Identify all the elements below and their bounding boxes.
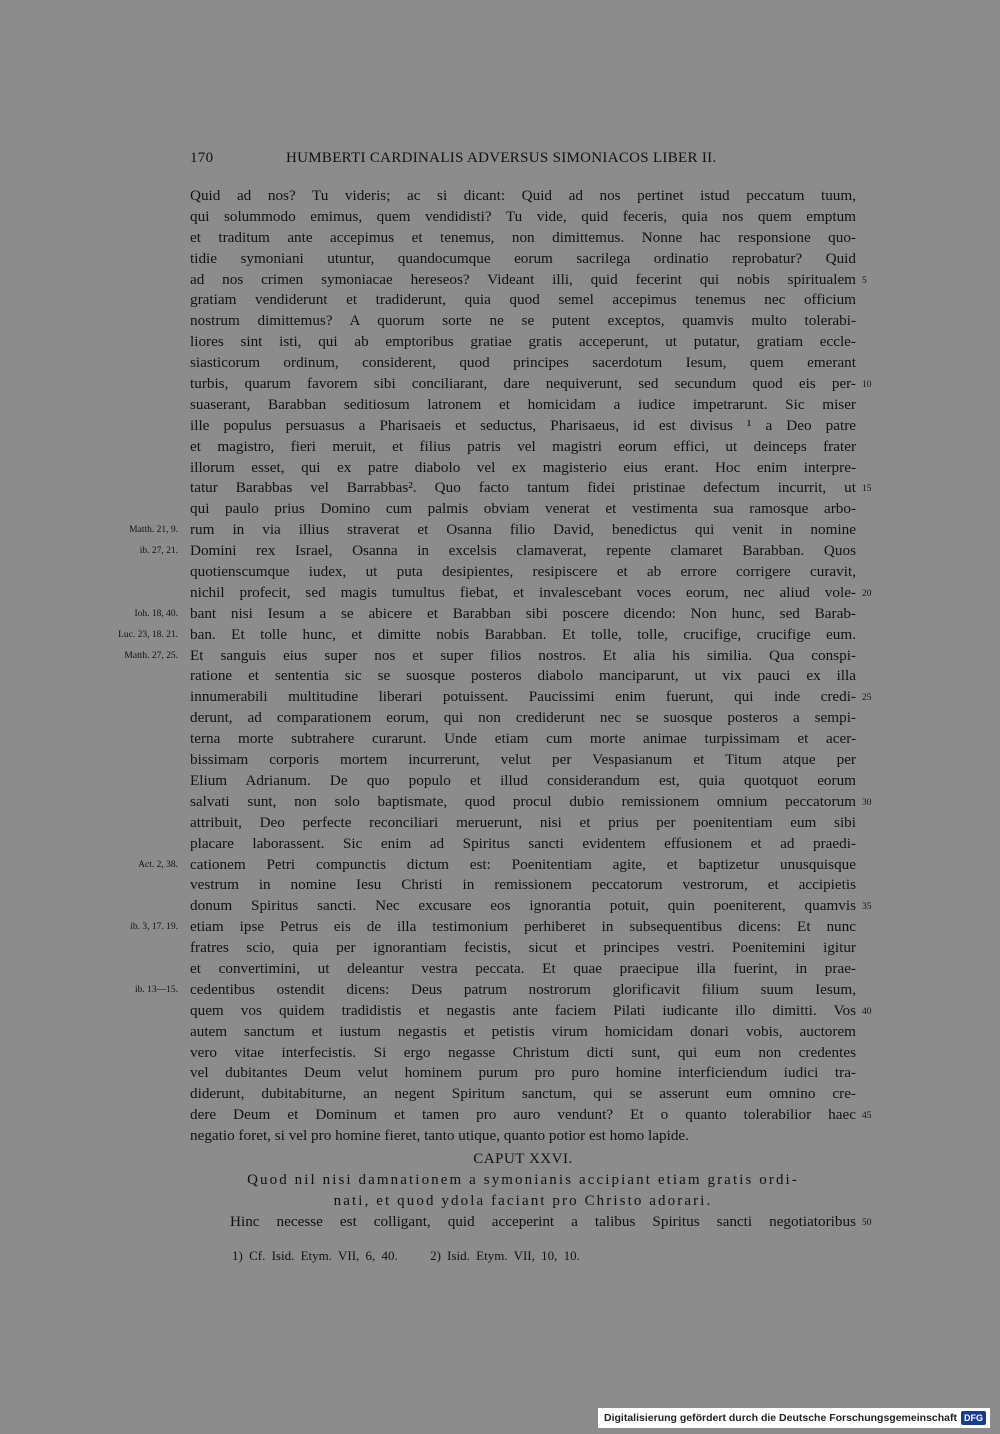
line-text: fratres scio, quia per ignorantiam fecistis, sicut et principes vestri. Poenitemini igitur	[190, 939, 856, 957]
line-text: etiam ipse Petrus eis de illa testimonium perhiberet in subsequentibus dicens: Et nunc	[190, 918, 856, 936]
line-text: Quid ad nos? Tu videris; ac si dicant: Quid ad nos pertinet istud peccatum tuum,	[190, 187, 856, 204]
line-text: placare laborassent. Sic enim ad Spiritus sancti evidentem effusionem et ad praedi-	[190, 834, 856, 852]
text-line	[190, 249, 856, 270]
text-line	[190, 1212, 872, 1233]
line-text: bant nisi Iesum a se abicere et Barabban sibi poscere dicendo: Non hunc, sed Barab-	[190, 604, 856, 622]
line-text: Hinc necesse est colligant, quid acceperint a talibus Spiritus sancti negotiatoribus	[230, 1212, 856, 1230]
text-line	[190, 708, 856, 729]
text-line	[190, 311, 856, 332]
line-text: Elium Adrianum. De quo populo et illud considerandum est, quia quotquot eorum	[190, 771, 856, 789]
line-text: tatur Barabbas vel Barrabbas². Quo facto tantum fidei pristinae defectum incurrit, ut	[190, 479, 856, 497]
line-text: ille populus persuasus a Pharisaeis et seductus, Pharisaeus, id est divisus ¹ a Deo patre	[190, 416, 856, 434]
text-line	[190, 875, 856, 896]
line-text: attribuit, Deo perfecte reconciliari meruerunt, nisi et prius per poenitentiam eum sibi	[190, 813, 856, 831]
footnote-1: 1) Cf. Isid. Etym. VII, 6, 40.	[232, 1248, 398, 1263]
text-line	[118, 625, 856, 646]
line-text: vel dubitantes Deum velut hominem purum pro puro homine interficiendum iudici tra-	[190, 1064, 856, 1082]
line-text: turbis, quarum favorem sibi conciliarant, dare nequiverunt, sed secundum quod eis per-	[190, 375, 856, 393]
marginal-reference: ib. 13—15.	[134, 984, 178, 995]
line-number: 30	[862, 797, 872, 808]
text-line	[129, 520, 856, 541]
line-text: liores sint isti, qui ab emptoribus gratiae gratis acceperunt, ut putatur, gratiam eccle-	[190, 333, 856, 351]
text-line	[138, 855, 856, 876]
text-line	[190, 1105, 872, 1126]
text-line	[190, 813, 856, 834]
line-text: autem sanctum et iustum negastis et petistis virum homicidam donari vobis, auctorem	[190, 1022, 856, 1040]
line-text: qui solummodo emimus, quem vendidisti? Tu vide, quid feceris, quia nos quem emptum	[190, 207, 856, 225]
line-number: 45	[862, 1111, 872, 1122]
footnotes	[232, 1248, 606, 1264]
text-line	[190, 1001, 872, 1022]
line-text: vero vitae interfecistis. Si ergo negasse Christum dicti sunt, qui eum non credentes	[190, 1043, 856, 1061]
text-line	[190, 1022, 856, 1043]
line-text: bissimam corporis mortem incurrerunt, velut per Vespasianum et Titum atque per	[190, 751, 856, 769]
text-line	[134, 980, 856, 1001]
credit-text: Digitalisierung gefördert durch die Deutsche Forschungsgemeinschaft	[604, 1412, 957, 1424]
line-text: Domini rex Israel, Osanna in excelsis clamaverat, repente clamaret Barabban. Quos	[190, 542, 856, 560]
line-text: cedentibus ostendit dicens: Deus patrum nostrorum glorificavit filium suum Iesum,	[190, 980, 856, 998]
line-text: terna morte subtrahere curarunt. Unde etiam cum morte animae turpissimam et acer-	[190, 730, 856, 748]
text-line	[190, 332, 856, 353]
text-line	[190, 562, 856, 583]
text-line	[190, 687, 872, 708]
marginal-reference: Luc. 23, 18. 21.	[118, 629, 178, 640]
line-text: ban. Et tolle hunc, et dimitte nobis Barabban. Et tolle, tolle, crucifige, crucifige eum.	[190, 625, 856, 643]
text-line	[190, 207, 856, 228]
text-line	[139, 541, 856, 562]
text-line	[190, 583, 872, 604]
line-text: donum Spiritus sancti. Nec excusare eos ignorantia potuit, quin poeniterent, quamvis	[190, 897, 856, 915]
text-line	[190, 896, 872, 917]
text-line	[190, 1084, 856, 1105]
line-number: 40	[862, 1006, 872, 1017]
footnote-2: 2) Isid. Etym. VII, 10, 10.	[430, 1248, 580, 1263]
text-line	[190, 959, 856, 980]
text-line	[124, 646, 856, 667]
line-text: nichil profecit, sed magis tumultus fiebat, et invalescebant voces eorum, nec aliud vole-	[190, 583, 856, 601]
line-text: qui paulo prius Domino cum palmis obviam venerat et vestimenta sua ramosque arbo-	[190, 500, 856, 518]
line-text: vestrum in nomine Iesu Christi in remissionem peccatorum vestrorum, et accipietis	[190, 876, 856, 894]
marginal-reference: Matth. 21, 9.	[129, 525, 178, 536]
line-text: ratione et sententia sic se suosque posteros diabolo manciparunt, ut vix pauci ex illa	[190, 667, 856, 685]
text-line	[190, 729, 856, 750]
line-text: illorum esset, qui ex patre diabolo vel ex magisterio eius erant. Hoc enim interpre-	[190, 458, 856, 476]
line-number: 5	[862, 275, 867, 286]
text-line	[130, 917, 856, 938]
text-line	[190, 395, 856, 416]
text-line	[190, 1126, 856, 1147]
line-text: et traditum ante accepimus et tenemus, non dimittemus. Nonne hac responsione quo-	[190, 228, 856, 246]
line-text: siasticorum ordinum, considerent, quod principes sacerdotum Iesum, quem emerant	[190, 354, 856, 372]
text-line	[190, 458, 856, 479]
line-text: Et sanguis eius super nos et super filios nostros. Et alia his similia. Qua conspi-	[190, 646, 856, 664]
text-line	[190, 771, 856, 792]
line-number: 20	[862, 588, 872, 599]
line-text: rum in via illius straverat et Osanna filio David, benedictus qui venit in nomine	[190, 521, 856, 539]
line-text: nostrum dimittemus? A quorum sorte ne se putent exceptos, quamvis multo tolerabi-	[190, 312, 856, 330]
line-text: innumerabili multitudine liberari potuissent. Paucissimi enim fuerunt, qui inde credi-	[190, 688, 856, 706]
text-line	[190, 750, 856, 771]
line-text: negatio foret, si vel pro homine fieret, tanto utique, quanto potior est homo lapide.	[190, 1127, 689, 1145]
line-number: 35	[862, 902, 872, 913]
text-line	[190, 228, 856, 249]
line-text: dere Deum et Dominum et tamen pro auro vendunt? Et o quanto tolerabilior haec	[190, 1106, 856, 1124]
dfg-logo-icon: DFG	[961, 1411, 986, 1425]
text-line	[190, 290, 856, 311]
line-text: derunt, ad comparationem eorum, qui non crediderunt nec se suosque posteros a sempi-	[190, 709, 856, 727]
marginal-reference: ib. 3, 17. 19.	[130, 922, 178, 933]
line-text: quem vos quidem tradidistis et negastis ante faciem Pilati iudicante illo dimitti. Vos	[190, 1001, 856, 1019]
line-text: diderunt, dubitabiturne, an negent Spiritum sanctum, qui se asserunt eum omnino cre-	[190, 1085, 856, 1103]
text-line	[190, 186, 856, 207]
line-text: quotienscumque iudex, ut puta desipientes, resipiscere et ab errore corrigere curavit,	[190, 563, 856, 581]
line-number: 50	[862, 1217, 872, 1228]
text-line	[190, 938, 856, 959]
text-line	[190, 374, 872, 395]
running-title: HUMBERTI CARDINALIS ADVERSUS SIMONIACOS LIBER II.	[286, 150, 717, 166]
line-text: et convertimini, ut deleantur vestra peccata. Et quae praecipue illa fuerint, in prae-	[190, 959, 856, 977]
marginal-reference: Matth. 27, 25.	[124, 650, 178, 661]
text-line	[190, 416, 856, 437]
text-line	[190, 792, 872, 813]
marginal-reference: Ioh. 18, 40.	[134, 608, 178, 619]
marginal-reference: Act. 2, 38.	[138, 859, 178, 870]
line-number: 15	[862, 484, 872, 495]
text-line	[134, 604, 856, 625]
marginal-reference: ib. 27, 21.	[139, 546, 178, 557]
line-number: 10	[862, 380, 872, 391]
text-line	[190, 1063, 856, 1084]
text-line	[190, 270, 867, 291]
line-text: salvati sunt, non solo baptismate, quod procul dubio remissionem omnium peccatorum	[190, 792, 856, 810]
line-text: suaserant, Barabban seditiosum latronem et homicidam a iudice impetrarunt. Sic miser	[190, 395, 856, 413]
digitization-credit	[598, 1408, 990, 1428]
text-line	[190, 834, 856, 855]
line-text: tidie symoniani utuntur, quandocumque eorum sacrilega ordinatio reprobatur? Quid	[190, 249, 856, 267]
text-line	[190, 353, 856, 374]
line-text: gratiam vendiderunt et tradiderunt, quia quod semel accepimus tenemus nec officium	[190, 291, 856, 309]
text-line	[190, 437, 856, 458]
chapter-heading: CAPUT XXVI.	[473, 1150, 573, 1167]
text-line	[190, 499, 856, 520]
chapter-title: nati, et quod ydola faciant pro Christo adorari.	[333, 1192, 713, 1209]
running-header	[190, 150, 856, 172]
text-line	[190, 1043, 856, 1064]
text-line	[190, 478, 872, 499]
line-text: et magistro, fieri meruit, et filius patris vel magistri eorum effici, ut deinceps frater	[190, 437, 856, 455]
main-text	[118, 186, 872, 1233]
line-text: cationem Petri compunctis dictum est: Poenitentiam agite, et baptizetur unusquisque	[190, 855, 856, 873]
chapter-title: Quod nil nisi damnationem a symonianis accipiant etiam gratis ordi-	[247, 1171, 799, 1188]
line-text: ad nos crimen symoniacae hereseos? Videant illi, quid fecerint qui nobis spiritualem	[190, 270, 856, 288]
text-line	[190, 666, 856, 687]
line-number: 25	[862, 693, 872, 704]
page-number: 170	[190, 150, 214, 166]
